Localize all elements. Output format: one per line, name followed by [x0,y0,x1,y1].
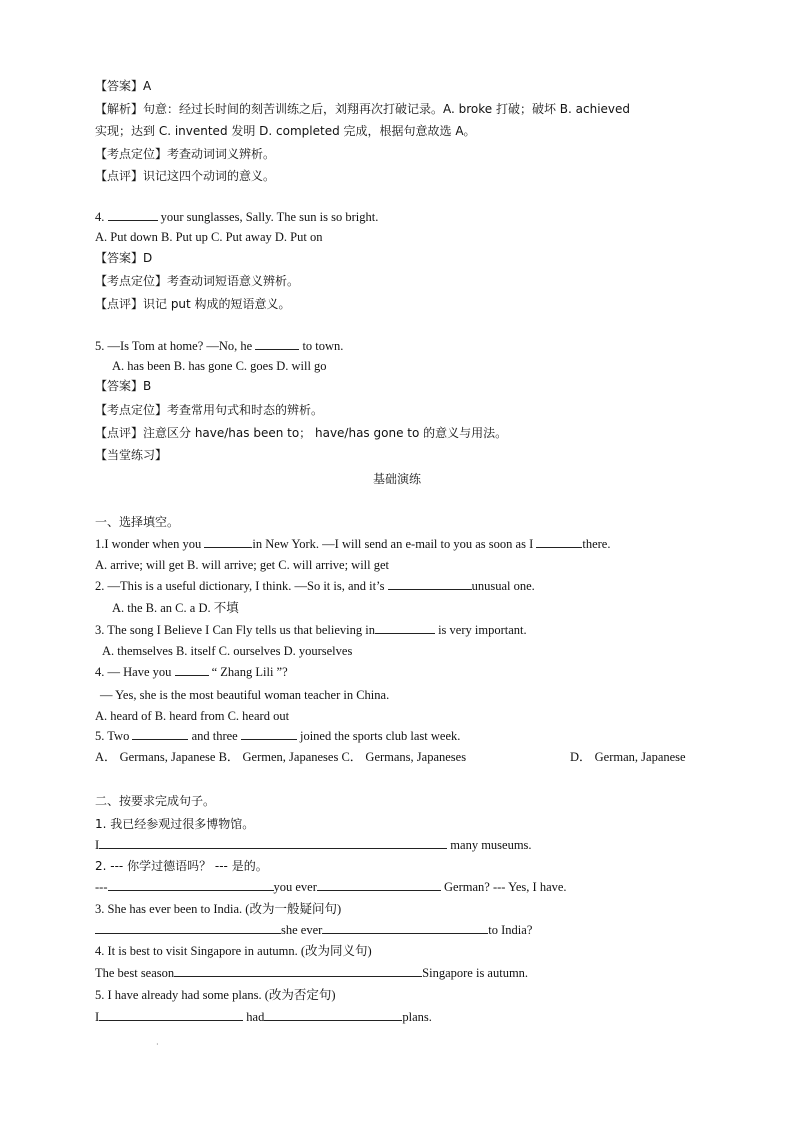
part1-heading: 一、选择填空。 [95,515,180,529]
p2-s5: 5. I have already had some plans. (改为否定句) [95,988,336,1002]
p2-s2-blank1[interactable] [108,879,274,891]
p2-s1-blank[interactable] [99,837,447,849]
q5-options: A. has been B. has gone C. goes D. will go [112,359,327,373]
p2-s5-c: plans. [402,1010,432,1024]
p1-q1-a: 1.I wonder when you [95,537,202,551]
p1-q4 [95,664,288,680]
p2-s2-answer [95,879,567,895]
p1-q3-a: 3. The song I Believe I Can Fly tells us that believing in [95,623,375,637]
p2-s5-answer [95,1009,432,1025]
p1-q5-options-abc: A． Germans, Japanese B． Germen, Japaneses C． Germans, Japaneses [95,750,467,764]
q4-options: A. Put down B. Put up C. Put away D. Put on [95,230,323,244]
stray-dot: · [156,1040,159,1049]
p2-s1-a: I [95,838,100,852]
p2-s1-b: many museums. [450,838,532,852]
q4-blank[interactable] [108,209,158,221]
p2-s1-answer [95,837,532,853]
p2-s2-blank2[interactable] [317,879,441,891]
p1-q1-blank2[interactable] [536,536,582,548]
p2-s4-blank[interactable] [174,965,422,977]
q5-comment: 【点评】注意区分 have/has been to； have/has gone to 的意义与用法。 [95,426,508,440]
p1-q2-blank[interactable] [388,578,472,590]
p1-q4-blank[interactable] [175,664,209,676]
p1-q3-b: is very important. [438,623,527,637]
p2-s5-blank2[interactable] [264,1009,402,1021]
p2-s5-b: had [246,1010,265,1024]
p1-q1-b: in New York. —I will send an e-mail to you as soon as I [252,537,534,551]
p1-q5-a: 5. Two [95,729,130,743]
q5-stem-a: 5. —Is Tom at home? —No, he [95,339,253,353]
p1-q5-c: joined the sports club last week. [299,729,461,743]
p2-s2-c: German? --- Yes, I have. [444,880,567,894]
p1-q4-b: “ Zhang Lili ”? [211,665,288,679]
part2-heading: 二、按要求完成句子。 [95,794,216,808]
q5-stem-b: to town. [302,339,344,353]
p2-s3-blank2[interactable] [322,922,488,934]
p1-q3-blank[interactable] [375,622,435,634]
q3-analysis-line1: 【解析】句意：经过长时间的刻苦训练之后，刘翔再次打破记录。A. broke 打破；破坏 B. achieved [95,102,631,116]
p2-s3: 3. She has ever been to India. (改为一般疑问句) [95,902,342,916]
p2-s4-b: Singapore is autumn. [422,966,529,980]
p1-q1 [95,536,610,552]
p1-q4-options: A. heard of B. heard from C. heard out [95,709,290,723]
p1-q5 [95,728,460,744]
p1-q5-b: and three [191,729,238,743]
q3-comment: 【点评】识记这四个动词的意义。 [95,169,276,183]
p1-q2 [95,578,535,594]
p2-s2-a: --- [95,880,108,894]
p2-s3-blank1[interactable] [95,922,281,934]
p2-s5-blank1[interactable] [99,1009,243,1021]
p2-s2: 2. --- 你学过德语吗？ --- 是的。 [95,859,268,873]
q4-focus: 【考点定位】考查动词短语意义辨析。 [95,274,300,288]
p2-s3-b: she ever [281,923,323,937]
q4-stem [95,209,378,225]
p2-s3-answer [95,922,532,938]
q5-focus: 【考点定位】考查常用句式和时态的辨析。 [95,403,324,417]
p1-q5-blank1[interactable] [132,728,188,740]
q3-analysis-line2: 实现；达到 C. invented 发明 D. completed 完成，根据句意故选 A。 [95,124,476,138]
p1-q2-a: 2. —This is a useful dictionary, I think. —So it is, and it’s [95,579,385,593]
p1-q1-c: there. [582,537,611,551]
p1-q3 [95,622,527,638]
p1-q4-a: 4. — Have you [95,665,172,679]
p1-q2-b: unusual one. [471,579,535,593]
q4-stem-text: your sunglasses, Sally. The sun is so bright. [160,210,379,224]
q5-answer: 【答案】B [95,379,152,393]
q3-answer: 【答案】A [95,79,152,93]
basic-title: 基础演练 [372,472,421,486]
p2-s2-b: you ever [273,880,317,894]
p2-s1: 1. 我已经参观过很多博物馆。 [95,817,255,831]
p1-q5-blank2[interactable] [241,728,297,740]
practice-label: 【当堂练习】 [95,448,168,462]
q4-comment: 【点评】识记 put 构成的短语意义。 [95,297,291,311]
q3-focus: 【考点定位】考查动词词义辨析。 [95,147,276,161]
p1-q3-options: A. themselves B. itself C. ourselves D. yourselves [102,644,353,658]
q4-answer: 【答案】D [95,251,153,265]
p2-s4-answer [95,965,528,981]
p1-q2-options: A. the B. an C. a D. 不填 [112,601,239,615]
p2-s5-a: I [95,1010,100,1024]
p1-q1-blank1[interactable] [204,536,252,548]
p1-q5-option-d: D． German, Japanese [570,750,686,764]
p2-s4: 4. It is best to visit Singapore in autumn. (改为同义句) [95,944,372,958]
p1-q1-options: A. arrive; will get B. will arrive; get C. will arrive; will get [95,558,390,572]
q5-stem [95,338,343,354]
q4-number: 4. [95,210,105,224]
p2-s4-a: The best season [95,966,175,980]
p1-q4-reply: — Yes, she is the most beautiful woman teacher in China. [100,688,390,702]
p2-s3-c: to India? [488,923,533,937]
q5-blank[interactable] [255,338,299,350]
